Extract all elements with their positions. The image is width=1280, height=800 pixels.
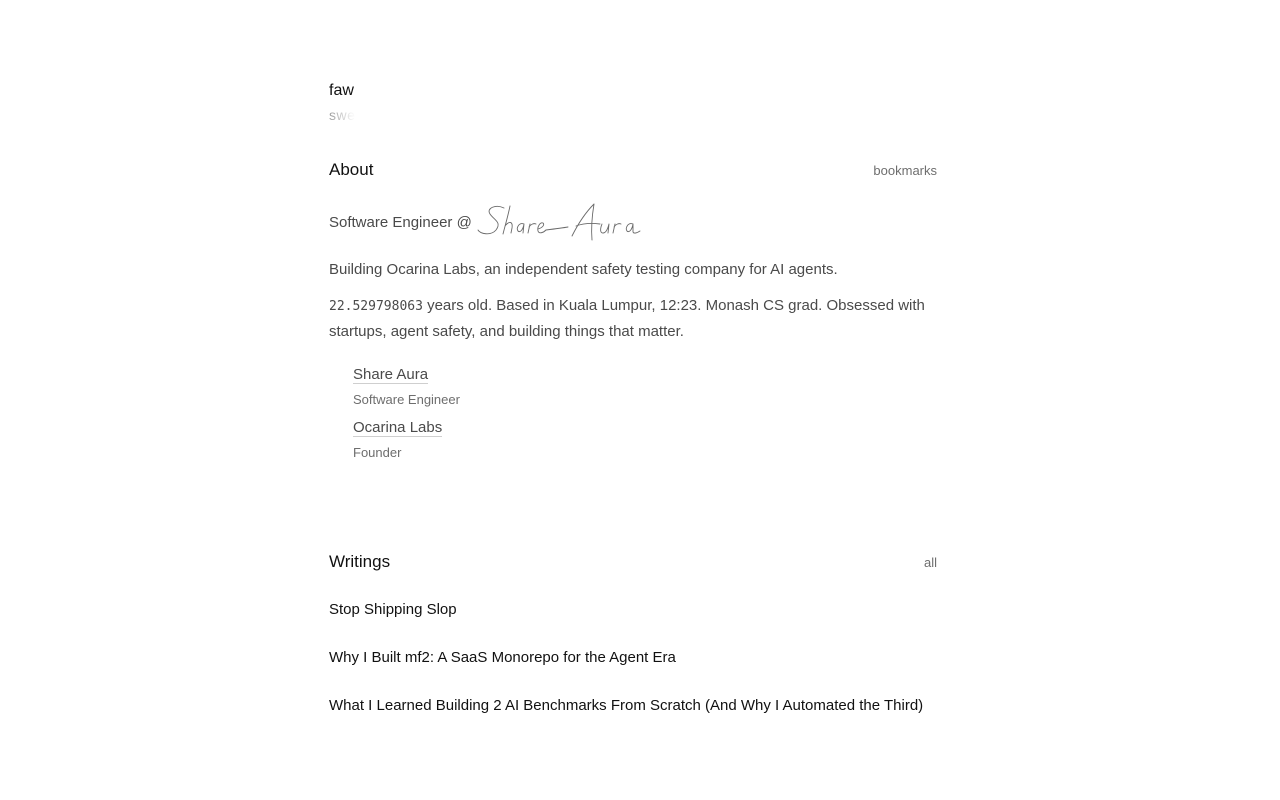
page [329,0,937,718]
site-name[interactable]: faw [329,82,354,99]
writing-item[interactable]: Why I Built mf2: A SaaS Monorepo for the Agent Era [329,649,676,666]
writing-item[interactable]: What I Learned Building 2 AI Benchmarks From Scratch (And Why I Automated the Third) [329,697,924,714]
about-header [329,160,937,180]
ocarina-labs-link[interactable]: Ocarina Labs [353,419,443,436]
writings-header [329,552,937,572]
about-title: About [329,160,374,179]
role-position: Software Engineer [353,392,460,407]
bio-paragraph-2 [329,293,937,344]
writing-item[interactable]: Stop Shipping Slop [329,601,457,618]
writings-list [329,598,937,718]
role-position: Founder [353,445,402,460]
share-aura-signature-logo[interactable] [476,202,652,242]
bio-paragraph-1: Building Ocarina Labs, an independent safety testing company for AI agents. [329,261,838,278]
age-counter: 22.529798063 [329,299,423,314]
about-section [329,160,937,462]
writings-section [329,552,937,718]
bio-paragraph-2-text: years old. Based in Kuala Lumpur, 12:23. Monash CS grad. Obsessed with startups, agent safety, and building things that matter. [329,297,925,340]
role-item [353,364,937,409]
bookmarks-link[interactable]: bookmarks [873,163,937,178]
share-aura-link[interactable]: Share Aura [353,366,429,383]
writings-title: Writings [329,552,391,571]
all-writings-link[interactable]: all [923,555,937,570]
roles-list [353,364,937,462]
role-item [353,417,937,462]
role-prefix: Software Engineer @ [329,213,472,231]
site-subtitle: swe [329,107,356,123]
site-header [329,80,937,125]
role-line [329,202,937,242]
